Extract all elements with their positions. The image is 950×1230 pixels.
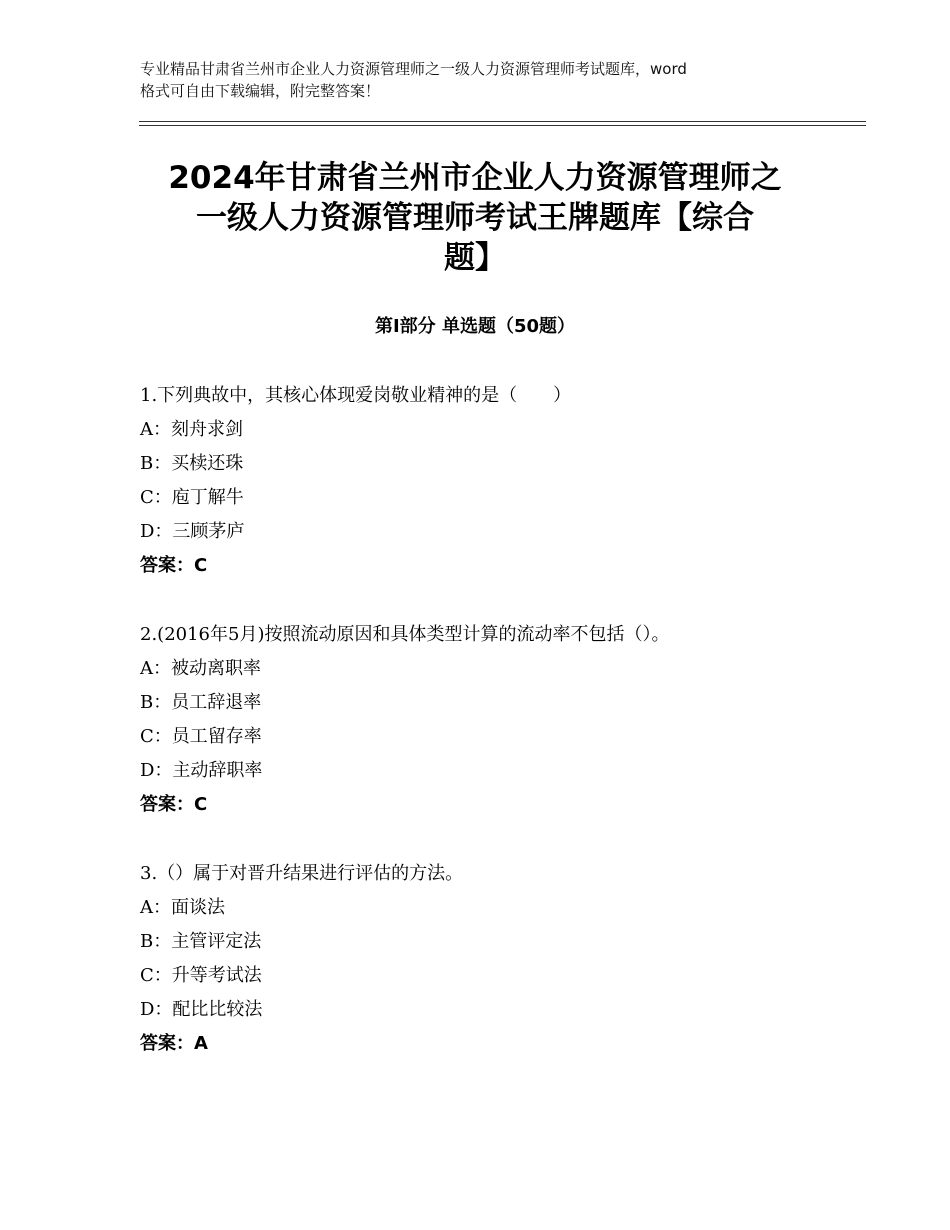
option-d: D：三顾茅庐 — [140, 521, 245, 542]
document-title — [140, 158, 810, 278]
question-1 — [140, 379, 840, 583]
question-3 — [140, 857, 840, 1061]
option-d: D：主动辞职率 — [140, 760, 263, 781]
question-2 — [140, 618, 840, 822]
header-note-line-2: 格式可自由下载编辑，附完整答案！ — [140, 82, 381, 100]
option-d: D：配比比较法 — [140, 999, 263, 1020]
option-b: B：员工辞退率 — [140, 692, 262, 713]
option-b: B：主管评定法 — [140, 931, 262, 952]
option-a: A：面谈法 — [140, 897, 225, 918]
option-c: C：员工留存率 — [140, 726, 262, 747]
header-note-line-1: 专业精品甘肃省兰州市企业人力资源管理师之一级人力资源管理师考试题库，word — [140, 60, 687, 78]
header-divider-thick — [139, 121, 866, 122]
header-note — [140, 58, 840, 102]
option-c: C：升等考试法 — [140, 965, 262, 986]
question-stem: 1.下列典故中，其核心体现爱岗敬业精神的是（ ） — [140, 385, 572, 406]
option-a: A：刻舟求剑 — [140, 419, 243, 440]
header-divider-thin — [139, 125, 866, 126]
question-stem: 2.(2016年5月)按照流动原因和具体类型计算的流动率不包括（）。 — [140, 624, 670, 645]
answer: 答案：C — [140, 555, 208, 576]
option-c: C：庖丁解牛 — [140, 487, 244, 508]
question-stem: 3.（）属于对晋升结果进行评估的方法。 — [140, 863, 464, 884]
answer: 答案：A — [140, 1033, 208, 1054]
title-line-1: 2024年甘肃省兰州市企业人力资源管理师之 — [168, 160, 782, 196]
title-line-2: 一级人力资源管理师考试王牌题库【综合 — [196, 200, 754, 236]
answer: 答案：C — [140, 794, 208, 815]
option-b: B：买椟还珠 — [140, 453, 244, 474]
section-title: 第Ⅰ部分 单选题（50题） — [374, 316, 575, 337]
title-line-3: 题】 — [444, 240, 506, 276]
option-a: A：被动离职率 — [140, 658, 261, 679]
